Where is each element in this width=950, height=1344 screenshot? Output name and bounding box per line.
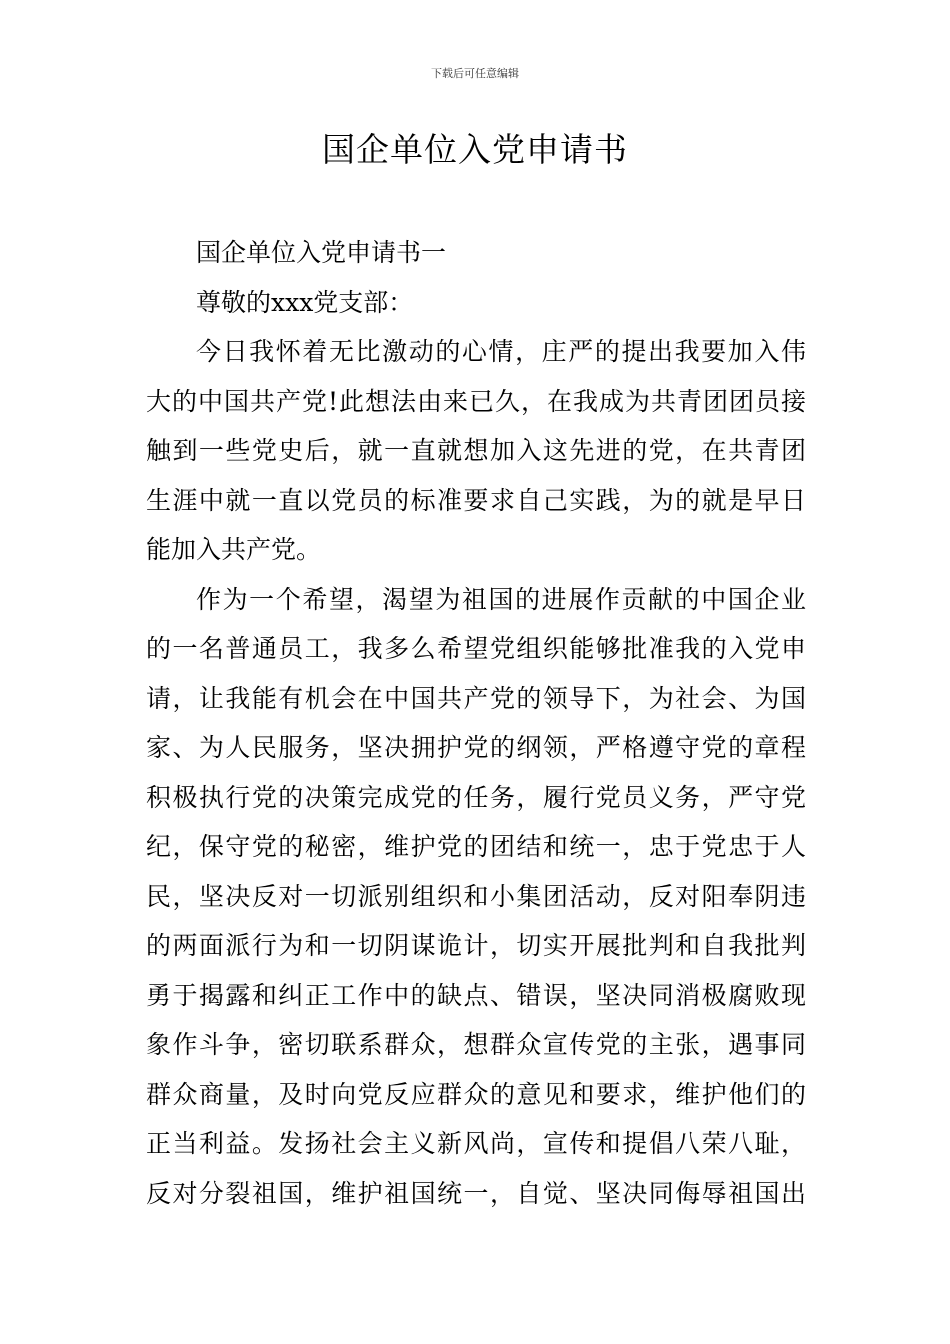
paragraph-line: 群众商量，及时向党反应群众的意见和要求，维护他们的 xyxy=(146,1079,806,1109)
paragraph-line: 请，让我能有机会在中国共产党的领导下，为社会、为国 xyxy=(146,683,806,713)
salutation: 尊敬的xxx党支部： xyxy=(196,287,414,317)
paragraph-line: 正当利益。发扬社会主义新风尚，宣传和提倡八荣八耻， xyxy=(146,1129,806,1158)
paragraph-line: 反对分裂祖国，维护祖国统一，自觉、坚决同侮辱祖国出 xyxy=(146,1178,806,1208)
paragraph-line: 能加入共产党。 xyxy=(146,535,322,564)
paragraph-line: 的一名普通员工，我多么希望党组织能够批准我的入党申 xyxy=(146,634,806,663)
paragraph-2 xyxy=(146,575,806,1219)
paragraph-line: 民，坚决反对一切派别组织和小集团活动，反对阳奉阴违 xyxy=(146,881,806,911)
paragraph-line: 作为一个希望，渴望为祖国的进展作贡献的中国企业 xyxy=(196,584,806,614)
document-subtitle: 国企单位入党申请书一 xyxy=(196,238,447,267)
paragraph-line: 今日我怀着无比激动的心情，庄严的提出我要加入伟 xyxy=(196,337,806,366)
paragraph-line: 纪，保守党的秘密，维护党的团结和统一，忠于党忠于人 xyxy=(146,832,806,861)
paragraph-line: 生涯中就一直以党员的标准要求自己实践，为的就是早日 xyxy=(146,485,806,515)
paragraph-line: 的两面派行为和一切阴谋诡计，切实开展批判和自我批判 xyxy=(146,931,806,960)
paragraph-line: 大的中国共产党!此想法由来已久，在我成为共青团团员接 xyxy=(146,386,806,416)
paragraph-line: 积极执行党的决策完成党的任务，履行党员义务，严守党 xyxy=(146,782,806,812)
paragraph-line: 象作斗争，密切联系群众，想群众宣传党的主张，遇事同 xyxy=(146,1030,806,1059)
paragraph-1 xyxy=(146,327,806,575)
document-body xyxy=(146,228,806,1218)
page-header-note: 下载后可任意编辑 xyxy=(431,67,519,80)
paragraph-line: 家、为人民服务，坚决拥护党的纲领，严格遵守党的章程 xyxy=(146,733,806,762)
paragraph-line: 触到一些党史后，就一直就想加入这先进的党，在共青团 xyxy=(146,436,806,465)
paragraph-line: 勇于揭露和纠正工作中的缺点、错误，坚决同消极腐败现 xyxy=(146,980,806,1010)
document-title: 国企单位入党申请书 xyxy=(322,130,628,169)
